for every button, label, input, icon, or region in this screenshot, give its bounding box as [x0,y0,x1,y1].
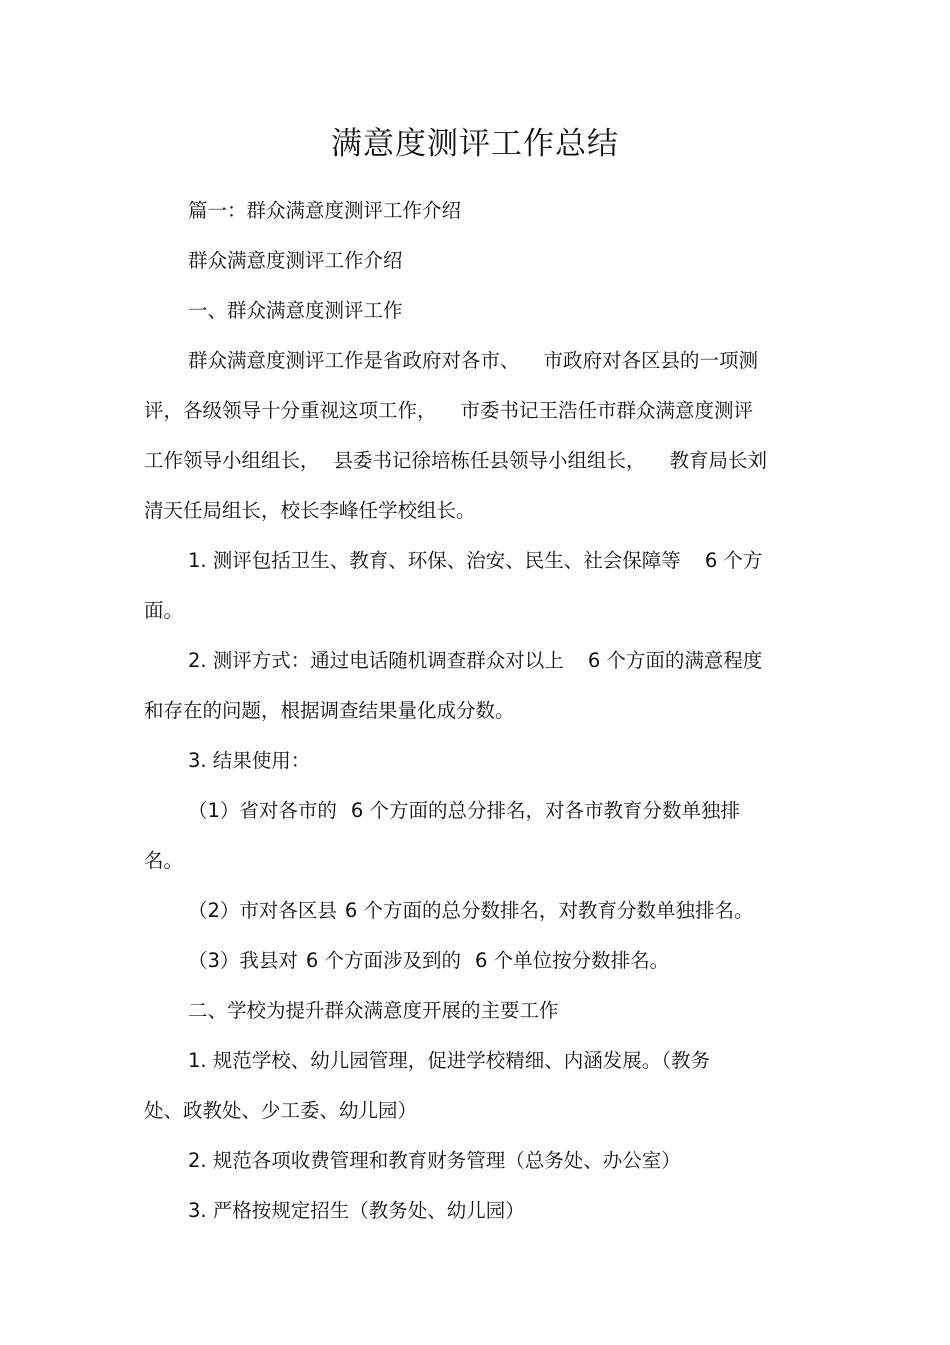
paragraph-line: 篇一：群众满意度测评工作介绍 [188,199,462,222]
list-item: 3. 结果使用： [188,749,311,772]
paragraph-line: 和存在的问题，根据调查结果量化成分数。 [144,699,515,722]
list-item: （3）我县对 6 个方面涉及到的 6 个单位按分数排名。 [188,949,670,972]
section-heading: 二、学校为提升群众满意度开展的主要工作 [188,999,559,1022]
document-body [144,186,806,1236]
paragraph-line: 群众满意度测评工作介绍 [188,249,403,272]
document-title: 满意度测评工作总结 [331,126,619,162]
section-heading: 一、群众满意度测评工作 [188,299,403,322]
paragraph-line: 群众满意度测评工作是省政府对各市、 市政府对各区县的一项测 [188,349,759,372]
paragraph-line: 评，各级领导十分重视这项工作， 市委书记王浩任市群众满意度测评 [144,399,754,422]
list-item: （1）省对各市的 6 个方面的总分排名，对各市教育分数单独排 [188,799,741,822]
paragraph-line: 清天任局组长，校长李峰任学校组长。 [144,499,476,522]
paragraph-line: 面。 [144,599,184,622]
list-item: 1. 规范学校、幼儿园管理，促进学校精细、内涵发展。（教务 [188,1049,711,1072]
list-item: 3. 严格按规定招生（教务处、幼儿园） [188,1199,525,1222]
list-item: （2）市对各区县 6 个方面的总分数排名，对教育分数单独排名。 [188,899,754,922]
list-item: 2. 规范各项收费管理和教育财务管理（总务处、办公室） [188,1149,681,1172]
paragraph-line: 工作领导小组组长， 县委书记徐培栋任县领导小组组长， 教育局长刘 [144,449,768,472]
paragraph-line: 名。 [144,849,184,872]
list-item: 1. 测评包括卫生、教育、环保、治安、民生、社会保障等 6 个方 [188,549,763,572]
list-item: 2. 测评方式：通过电话随机调查群众对以上 6 个方面的满意程度 [188,649,763,672]
paragraph-line: 处、政教处、少工委、幼儿园） [144,1099,418,1122]
